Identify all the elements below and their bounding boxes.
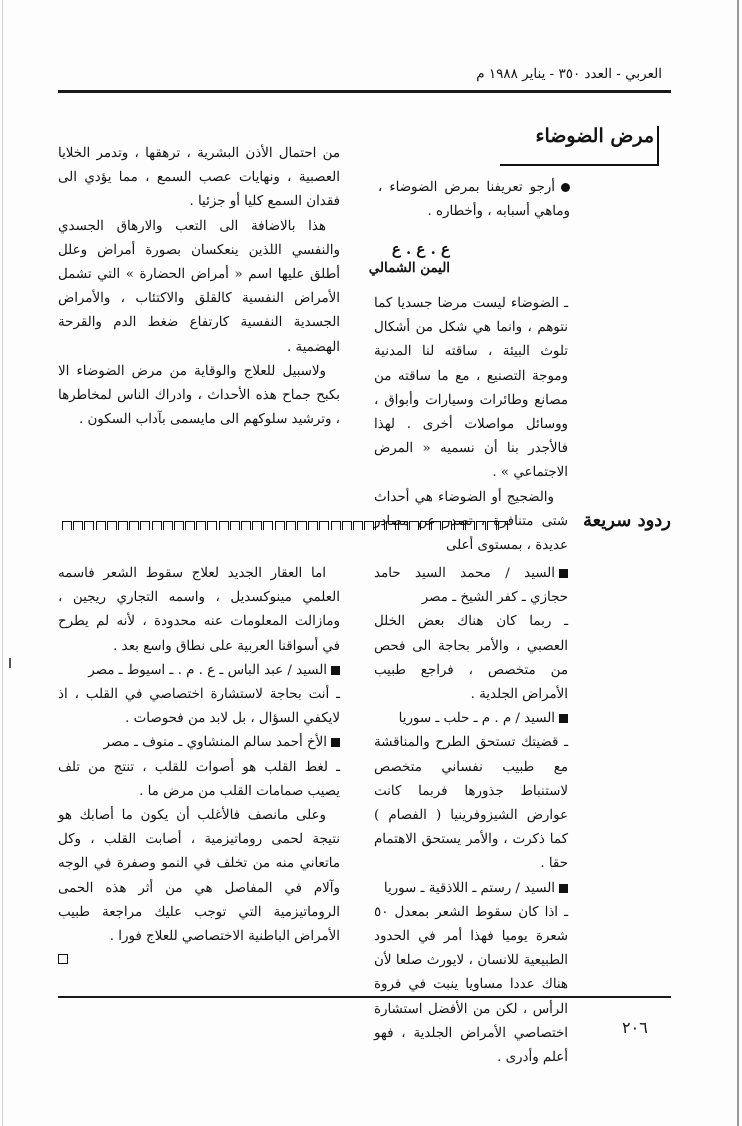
decorative-square-icon (241, 521, 251, 530)
margin-mark (9, 658, 11, 668)
decorative-square-icon (207, 521, 217, 530)
decorative-square-icon (286, 521, 296, 530)
section-heading: ردود سريعة (582, 510, 671, 531)
decorative-square-icon (219, 521, 229, 530)
question-text: أرجو تعريفنا بمرض الضوضاء ، وماهي أسبابه ، وأخطاره . (378, 180, 570, 220)
quick-replies-header (58, 510, 671, 536)
reply-recipient: السيد / رستم ـ اللاذقية ـ سوريا (374, 877, 568, 901)
reply-recipient: السيد / م . م ـ حلب ـ سوريا (374, 707, 568, 731)
reply-recipient: الأخ أحمد سالم المنشاوي ـ منوف ـ مصر (58, 731, 340, 755)
decorative-square-icon (185, 521, 195, 530)
decorative-square-icon (375, 521, 385, 530)
reply-recipient: السيد / عبد الباس ـ ع . م . ـ اسيوط ـ مصر (58, 659, 340, 683)
decorative-square-icon (263, 521, 273, 530)
decorative-square-icon (498, 521, 508, 530)
decorative-square-icon (163, 521, 173, 530)
reply-text: ـ اذا كان سقوط الشعر بمعدل ٥٠ شعرة يوميا فهذا أمر في الحدود الطبيعية للانسان ، لايورث صلعا لأن هناك عددا مساويا ينبت في فروة الرأس ، لكن من الأفضل استشارة اختصاصي الأمراض الجلدية ، فهو أعلم وأدرى . (374, 904, 568, 1066)
article-paragraph: والضجيج أو الضوضاء هي أحداث شتى متنافرة ، تصدر عن مصادر عديدة ، بمستوى أعلى (374, 489, 568, 554)
page-number: ٢٠٦ (622, 1018, 648, 1037)
article-paragraph: ـ الضوضاء ليست مرضا جسديا كما نتوهم ، وانما هي شكل من أشكال تلوث البيئة ، ساقته لنا المدنية وموجة التصنيع ، مع ما ساقته من مصانع وطائرات وسيارات وأبواق ، ووسائل مواصلات أخرى . لهذا فالأجدر بنا أن نسميه « المرض الاجتماعي » . (374, 296, 568, 481)
bullet-icon (561, 183, 570, 192)
decorative-square-icon (431, 521, 441, 530)
article-title: مرض الضوضاء (535, 125, 654, 147)
decorative-square-icon (73, 521, 83, 530)
square-bullet-icon (559, 714, 568, 723)
square-bullet-icon (331, 738, 340, 747)
decorative-square-icon (118, 521, 128, 530)
page-right-edge (737, 0, 739, 1126)
reply-text: اما العقار الجديد لعلاج سقوط الشعر فاسمه العلمي مينوكسديل ، واسمه التجاري ريجين ، ومازالت المعلومات عنه محدودة ، لأنه لم يطرح في أسواقنا العربية على نطاق واسع بعد . (58, 566, 340, 654)
decorative-square-icon (454, 521, 464, 530)
decorative-square-icon (487, 521, 497, 530)
decorative-square-icon (129, 521, 139, 530)
decorative-square-icon (342, 521, 352, 530)
decorative-square-icon (319, 521, 329, 530)
square-bullet-icon (559, 884, 568, 893)
decorative-square-icon (230, 521, 240, 530)
article-paragraph: ولاسبيل للعلاج والوقاية من مرض الضوضاء الا بكبح جماح هذه الأحداث ، وادراك الناس لمخاطرها ، وترشيد سلوكهم الى مايسمى بآداب السكون . (58, 363, 340, 428)
reply-text: ـ لغط القلب هو أصوات للقلب ، تنتج من تلف يصيب صمامات القلب من مرض ما . (58, 759, 340, 799)
decorative-square-icon (107, 521, 117, 530)
end-mark-icon (58, 954, 68, 964)
decorative-square-icon (152, 521, 162, 530)
decorative-square-icon (84, 521, 94, 530)
decorative-square-icon (386, 521, 396, 530)
square-bullet-icon (559, 569, 568, 578)
decorative-squares-rule (62, 516, 540, 530)
article-paragraph: هذا بالاضافة الى التعب والارهاق الجسدي والنفسي اللذين ينعكسان بصورة أمراض وعلل أطلق عليها اسم « أمراض الحضارة » التي تشمل الأمراض النفسية كالقلق والاكتئاب ، والأمراض الجسدية النفسية كارتفاع ضغط الدم والقرحة الهضمية . (58, 218, 340, 355)
decorative-square-icon (174, 521, 184, 530)
replies-right-column (374, 562, 568, 1070)
decorative-square-icon (465, 521, 475, 530)
decorative-square-icon (140, 521, 150, 530)
page-left-edge (2, 0, 3, 1126)
decorative-square-icon (364, 521, 374, 530)
decorative-square-icon (96, 521, 106, 530)
article-left-column (58, 142, 340, 432)
article-paragraph: من احتمال الأذن البشرية ، ترهقها ، وتدمر الخلايا العصبية ، ونهايات عصب السمع ، مما يؤدي الى فقدان السمع كليا أو جزئيا . (58, 146, 340, 210)
decorative-square-icon (476, 521, 486, 530)
reply-text: وعلى مانصف فالأغلب أن يكون ما أصابك هو نتيجة لحمى روماتيزمية ، أصابت القلب ، وكل ماتعاني منه من تخلف في النمو وصفرة في الوجه وآلام في المفاصل هي من أثر هذه الحمى الروماتيزمية التي توجب عليك مراجعة طبيب الأمراض الباطنية الاختصاصي للعلاج فورا . (58, 808, 340, 945)
decorative-square-icon (297, 521, 307, 530)
decorative-square-icon (196, 521, 206, 530)
decorative-square-icon (252, 521, 262, 530)
decorative-square-icon (420, 521, 430, 530)
top-rule (58, 90, 671, 93)
bottom-rule (58, 996, 671, 998)
decorative-square-icon (353, 521, 363, 530)
decorative-square-icon (331, 521, 341, 530)
running-head: العربي - العدد ٣٥٠ - يناير ١٩٨٨ م (476, 66, 662, 82)
question-block (378, 176, 570, 224)
reply-recipient: السيد / محمد السيد حامد حجازي ـ كفر الشيخ ـ مصر (374, 566, 568, 606)
signature: ع . ع . ع (391, 240, 450, 258)
decorative-square-icon (398, 521, 408, 530)
reply-text: ـ ربما كان هناك بعض الخلل العصبي ، والأمر بحاجة الى فحص من متخصص ، فراجع طبيب الأمراض الجلدية . (374, 614, 568, 703)
square-bullet-icon (331, 666, 340, 675)
decorative-square-icon (62, 521, 72, 530)
signature-location: اليمن الشمالي (368, 260, 450, 276)
decorative-square-icon (308, 521, 318, 530)
reply-text: ـ أنت بحاجة لاستشارة اختصاصي في القلب ، اذ لايكفي السؤال ، بل لابد من فحوصات . (58, 687, 340, 727)
reply-text: ـ قضيتك تستحق الطرح والمناقشة مع طبيب نفساني متخصص لاستنباط جذورها فربما كانت عوارض الشيزوفرينيا ( الفصام ) كما ذكرت ، والأمر يستحق الاهتمام حقا . (374, 735, 568, 872)
decorative-square-icon (409, 521, 419, 530)
decorative-square-icon (442, 521, 452, 530)
replies-left-column (58, 562, 340, 973)
decorative-square-icon (275, 521, 285, 530)
